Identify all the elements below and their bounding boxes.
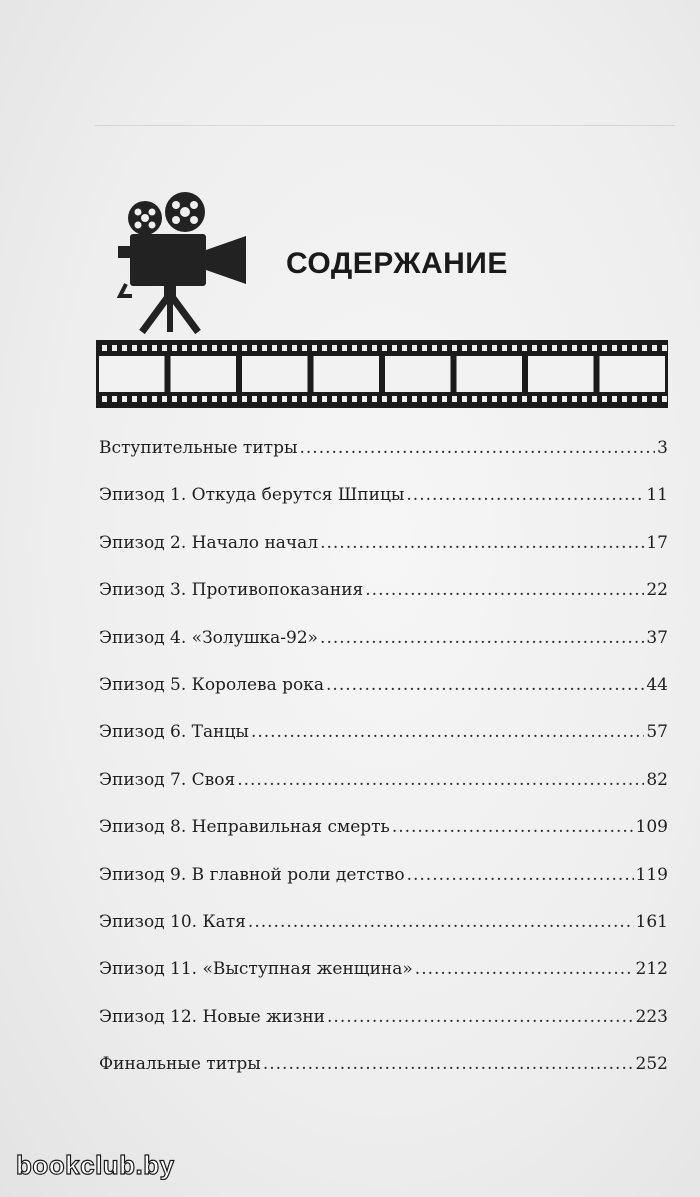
sprocket-hole [362,396,367,402]
toc-entry-title: Эпизод 8. Неправильная смерть [99,817,390,838]
sprocket-hole [272,345,277,351]
sprocket-hole [262,345,267,351]
bleed-through-rule [95,125,675,126]
film-frame [600,356,666,392]
sprocket-hole [432,396,437,402]
dot-leader [263,1050,634,1078]
sprocket-hole [412,345,417,351]
dot-leader [320,529,644,557]
toc-entry-page-number: 109 [635,817,668,838]
sprocket-hole [482,396,487,402]
toc-entry[interactable] [99,624,668,671]
sprocket-hole [292,396,297,402]
sprocket-hole [522,396,527,402]
sprocket-hole [462,396,467,402]
sprocket-hole [292,345,297,351]
sprocket-hole [482,345,487,351]
toc-entry[interactable] [99,434,668,481]
sprocket-hole [212,396,217,402]
sprocket-hole [302,396,307,402]
toc-entry-page-number: 252 [635,1054,668,1075]
sprocket-hole [312,396,317,402]
sprocket-hole [202,396,207,402]
sprocket-hole [522,345,527,351]
sprocket-hole [502,396,507,402]
sprocket-hole [222,396,227,402]
sprocket-hole [512,396,517,402]
sprocket-hole [422,345,427,351]
sprocket-hole [502,345,507,351]
sprocket-hole [332,396,337,402]
sprocket-hole [662,396,667,402]
sprocket-hole [532,345,537,351]
sprocket-hole [542,345,547,351]
toc-entry[interactable] [99,908,668,955]
sprocket-hole [122,396,127,402]
sprocket-hole [312,345,317,351]
sprocket-hole [602,396,607,402]
toc-entry-page-number: 212 [635,959,668,980]
dot-leader [365,576,644,604]
sprocket-hole [592,396,597,402]
toc-heading: СОДЕРЖАНИЕ [286,247,508,280]
sprocket-hole [452,345,457,351]
sprocket-hole [372,396,377,402]
toc-entry[interactable] [99,529,668,576]
sprocket-hole [102,396,107,402]
sprocket-hole [602,345,607,351]
sprocket-hole [472,345,477,351]
sprocket-hole [132,345,137,351]
sprocket-hole [342,345,347,351]
sprocket-hole [622,345,627,351]
film-frame [385,356,451,392]
sprocket-hole [462,345,467,351]
sprocket-hole [252,345,257,351]
sprocket-hole [282,345,287,351]
toc-entry[interactable] [99,955,668,1002]
film-frame [99,356,165,392]
toc-entry[interactable] [99,718,668,765]
toc-entry-title: Эпизод 11. «Выступная женщина» [99,959,413,980]
toc-entry[interactable] [99,1003,668,1050]
sprocket-hole [392,396,397,402]
sprocket-hole [262,396,267,402]
sprocket-hole [152,396,157,402]
dot-leader [392,813,634,841]
sprocket-hole [582,345,587,351]
sprocket-hole [492,345,497,351]
film-frame [314,356,380,392]
sprocket-hole [612,345,617,351]
toc-entry[interactable] [99,813,668,860]
sprocket-hole [182,345,187,351]
sprocket-hole [562,396,567,402]
sprocket-hole [192,345,197,351]
sprocket-hole [382,396,387,402]
sprocket-hole [112,345,117,351]
sprocket-hole [662,345,667,351]
sprocket-hole [272,396,277,402]
dot-leader [248,908,634,936]
sprocket-hole [452,396,457,402]
toc-entry[interactable] [99,576,668,623]
sprocket-hole [112,396,117,402]
toc-entry-title: Финальные титры [99,1054,261,1075]
movie-camera-icon [112,192,252,336]
sprocket-hole [612,396,617,402]
toc-entry[interactable] [99,861,668,908]
toc-entry-title: Эпизод 10. Катя [99,911,246,932]
sprocket-hole [352,345,357,351]
toc-entry-page-number: 223 [635,1006,668,1027]
toc-entry[interactable] [99,766,668,813]
sprocket-hole [432,345,437,351]
sprocket-hole [642,345,647,351]
sprocket-hole [362,345,367,351]
sprocket-hole [172,345,177,351]
toc-entry-page-number: 17 [646,532,668,553]
sprocket-hole [642,396,647,402]
sprocket-hole [372,345,377,351]
sprocket-hole [492,396,497,402]
toc-entry-title: Эпизод 5. Королева рока [99,674,325,695]
dot-leader [251,718,644,746]
dot-leader [407,861,634,889]
dot-leader [237,766,644,794]
sprocket-hole [402,396,407,402]
toc-entry-title: Эпизод 9. В главной роли детство [99,864,405,885]
sprocket-hole [652,396,657,402]
sprocket-hole [242,345,247,351]
sprocket-hole [382,345,387,351]
toc-entry-title: Эпизод 2. Начало начал [99,532,319,553]
sprocket-hole [572,345,577,351]
sprocket-hole [202,345,207,351]
toc-entry[interactable] [99,481,668,528]
sprocket-hole [122,345,127,351]
sprocket-hole [562,345,567,351]
sprocket-hole [302,345,307,351]
sprocket-hole [172,396,177,402]
toc-entry-page-number: 22 [646,580,668,601]
dot-leader [406,481,644,509]
dot-leader [327,1003,634,1031]
toc-entry-title: Эпизод 12. Новые жизни [99,1006,326,1027]
sprocket-hole [252,396,257,402]
toc-entry-page-number: 37 [646,627,668,648]
film-strip [96,340,668,408]
sprocket-hole [422,396,427,402]
sprocket-hole [332,345,337,351]
sprocket-hole [232,345,237,351]
toc-entry-title: Эпизод 6. Танцы [99,722,249,743]
toc-entry-page-number: 44 [646,674,668,695]
sprocket-hole [392,345,397,351]
toc-entry[interactable] [99,671,668,718]
sprocket-hole [442,396,447,402]
dot-leader [326,671,644,699]
toc-entry-page-number: 161 [635,911,668,932]
sprocket-hole [322,345,327,351]
sprocket-hole [552,345,557,351]
dot-leader [320,624,644,652]
sprocket-hole [192,396,197,402]
film-frame [171,356,237,392]
sprocket-hole [512,345,517,351]
sprocket-hole [552,396,557,402]
toc-entry-title: Эпизод 7. Своя [99,769,236,790]
toc-entry-title: Эпизод 4. «Золушка-92» [99,627,319,648]
sprocket-hole [212,345,217,351]
sprocket-hole [412,396,417,402]
toc-entry-page-number: 82 [646,769,668,790]
sprocket-hole [472,396,477,402]
sprocket-hole [342,396,347,402]
sprocket-hole [222,345,227,351]
sprocket-hole [162,396,167,402]
toc-entry-title: Эпизод 1. Откуда берутся Шпицы [99,485,405,506]
film-frame [457,356,523,392]
sprocket-hole [542,396,547,402]
toc-entry-page-number: 11 [646,485,668,506]
dot-leader [415,955,634,983]
table-of-contents [99,434,668,1097]
sprocket-hole [572,396,577,402]
toc-entry-title: Эпизод 3. Противопоказания [99,580,364,601]
toc-entry-page-number: 57 [646,722,668,743]
sprocket-hole [152,345,157,351]
sprocket-hole [142,396,147,402]
film-frame [528,356,594,392]
sprocket-hole [622,396,627,402]
toc-entry-title: Вступительные титры [99,438,298,458]
sprocket-hole [632,345,637,351]
sprocket-hole [132,396,137,402]
sprocket-hole [532,396,537,402]
sprocket-hole [632,396,637,402]
toc-entry[interactable] [99,1050,668,1097]
watermark-text: bookclub.by [16,1150,175,1180]
sprocket-hole [282,396,287,402]
sprocket-hole [142,345,147,351]
sprocket-hole [322,396,327,402]
sprocket-hole [442,345,447,351]
sprocket-hole [162,345,167,351]
dot-leader [299,434,655,462]
sprocket-hole [182,396,187,402]
sprocket-hole [102,345,107,351]
toc-entry-page-number: 3 [657,438,668,458]
sprocket-hole [232,396,237,402]
sprocket-hole [402,345,407,351]
sprocket-hole [242,396,247,402]
toc-entry-page-number: 119 [635,864,668,885]
sprocket-hole [582,396,587,402]
sprocket-hole [592,345,597,351]
sprocket-hole [652,345,657,351]
sprocket-hole [352,396,357,402]
film-frame [242,356,308,392]
